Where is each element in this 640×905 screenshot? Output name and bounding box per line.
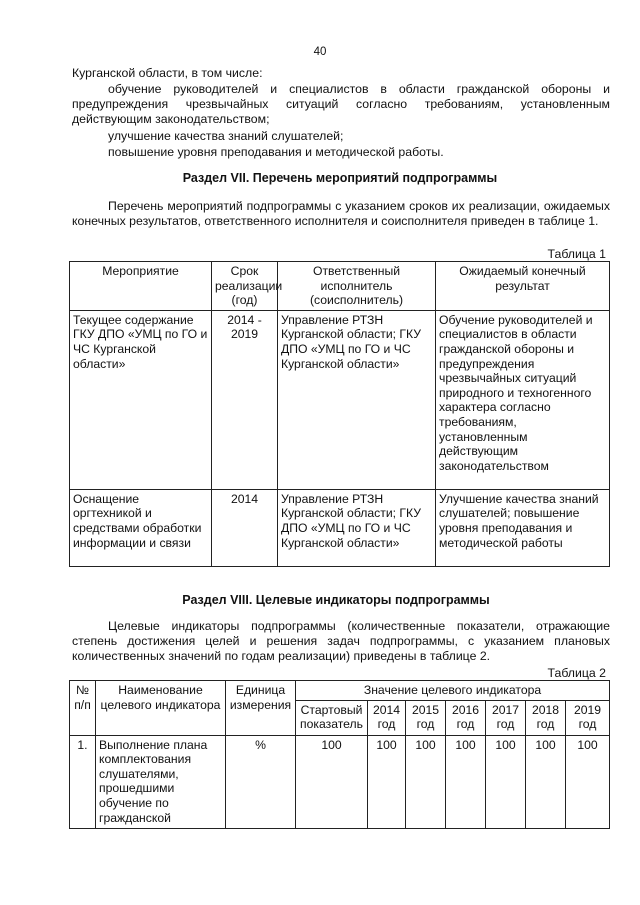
unit-cell: % bbox=[226, 735, 296, 828]
activity-cell: Текущее содержание ГКУ ДПО «УМЦ по ГО и ЧС Курганской области» bbox=[70, 310, 212, 489]
table-2-header-year: 2017 год bbox=[486, 700, 526, 735]
page-number: 40 bbox=[313, 46, 327, 58]
section-7-paragraph: Перечень мероприятий подпрограммы с указанием сроков их реализации, ожидаемых конечных результатов, ответственного исполнителя и соисполнителя приведен в таблице 1. bbox=[72, 199, 610, 228]
table-1-header-row bbox=[70, 262, 610, 311]
table-2 bbox=[69, 680, 610, 829]
period-cell: 2014 - 2019 bbox=[212, 310, 278, 489]
start-value-cell: 100 bbox=[296, 735, 368, 828]
table-1-header-activity: Мероприятие bbox=[70, 262, 212, 311]
table-2-header-year: 2015 год bbox=[406, 700, 446, 735]
table-2-header-unit: Единица измерения bbox=[226, 681, 296, 736]
result-cell: Обучение руководителей и специалистов в области гражданской обороны и предупреждения чрезвычайных ситуаций природного и техногенного характера согласно требованиям, установленным действующим законодательством bbox=[436, 310, 610, 489]
table-row bbox=[70, 310, 610, 489]
intro-line: Курганской области, в том числе: bbox=[72, 66, 263, 80]
table-2-header-name: Наименование целевого индикатора bbox=[96, 681, 226, 736]
executor-cell: Управление РТЗН Курганской области; ГКУ ДПО «УМЦ по ГО и ЧС Курганской области» bbox=[278, 310, 436, 489]
executor-cell: Управление РТЗН Курганской области; ГКУ ДПО «УМЦ по ГО и ЧС Курганской области» bbox=[278, 489, 436, 566]
table-2-caption: Таблица 2 bbox=[547, 666, 606, 680]
name-cell: Выполнение плана комплектования слушателями, прошедшими обучение по гражданской bbox=[96, 735, 226, 828]
year-value-cell: 100 bbox=[566, 735, 610, 828]
year-value-cell: 100 bbox=[486, 735, 526, 828]
table-2-header-value-group: Значение целевого индикатора bbox=[296, 681, 610, 701]
table-2-header-start: Стартовый показатель bbox=[296, 700, 368, 735]
period-cell: 2014 bbox=[212, 489, 278, 566]
section-7-heading: Раздел VII. Перечень мероприятий подпрограммы bbox=[182, 171, 498, 185]
year-value-cell: 100 bbox=[406, 735, 446, 828]
num-cell: 1. bbox=[70, 735, 96, 828]
table-1-header-result: Ожидаемый конечный результат bbox=[436, 262, 610, 311]
table-1-header-period: Срок реализации (год) bbox=[212, 262, 278, 311]
table-2-header-year: 2016 год bbox=[446, 700, 486, 735]
result-cell: Улучшение качества знаний слушателей; повышение уровня преподавания и методической работы bbox=[436, 489, 610, 566]
table-1-caption: Таблица 1 bbox=[547, 247, 606, 261]
intro-item-1: обучение руководителей и специалистов в области гражданской обороны и предупреждения чрезвычайных ситуаций согласно требованиям, установленным действующим законодательством; bbox=[72, 82, 610, 126]
section-8-heading: Раздел VIII. Целевые индикаторы подпрограммы bbox=[182, 593, 490, 607]
section-8-paragraph: Целевые индикаторы подпрограммы (количественные показатели, отражающие степень достижения целей и решения задач подпрограммы, с указанием плановых количественных значений по годам реализации) приведены в таблице 2. bbox=[72, 619, 610, 663]
table-1-header-executor: Ответственный исполнитель (соисполнитель) bbox=[278, 262, 436, 311]
year-value-cell: 100 bbox=[446, 735, 486, 828]
activity-cell: Оснащение оргтехникой и средствами обработки информации и связи bbox=[70, 489, 212, 566]
table-2-header-year: 2018 год bbox=[526, 700, 566, 735]
intro-item-2: улучшение качества знаний слушателей; bbox=[108, 129, 344, 143]
intro-item-3: повышение уровня преподавания и методической работы. bbox=[108, 145, 444, 159]
table-2-header-year: 2019 год bbox=[566, 700, 610, 735]
table-1 bbox=[69, 261, 610, 567]
table-2-header-row bbox=[70, 681, 610, 701]
table-2-header-num: № п/п bbox=[70, 681, 96, 736]
table-row bbox=[70, 735, 610, 828]
year-value-cell: 100 bbox=[526, 735, 566, 828]
table-2-header-year: 2014 год bbox=[368, 700, 406, 735]
year-value-cell: 100 bbox=[368, 735, 406, 828]
table-row bbox=[70, 489, 610, 566]
